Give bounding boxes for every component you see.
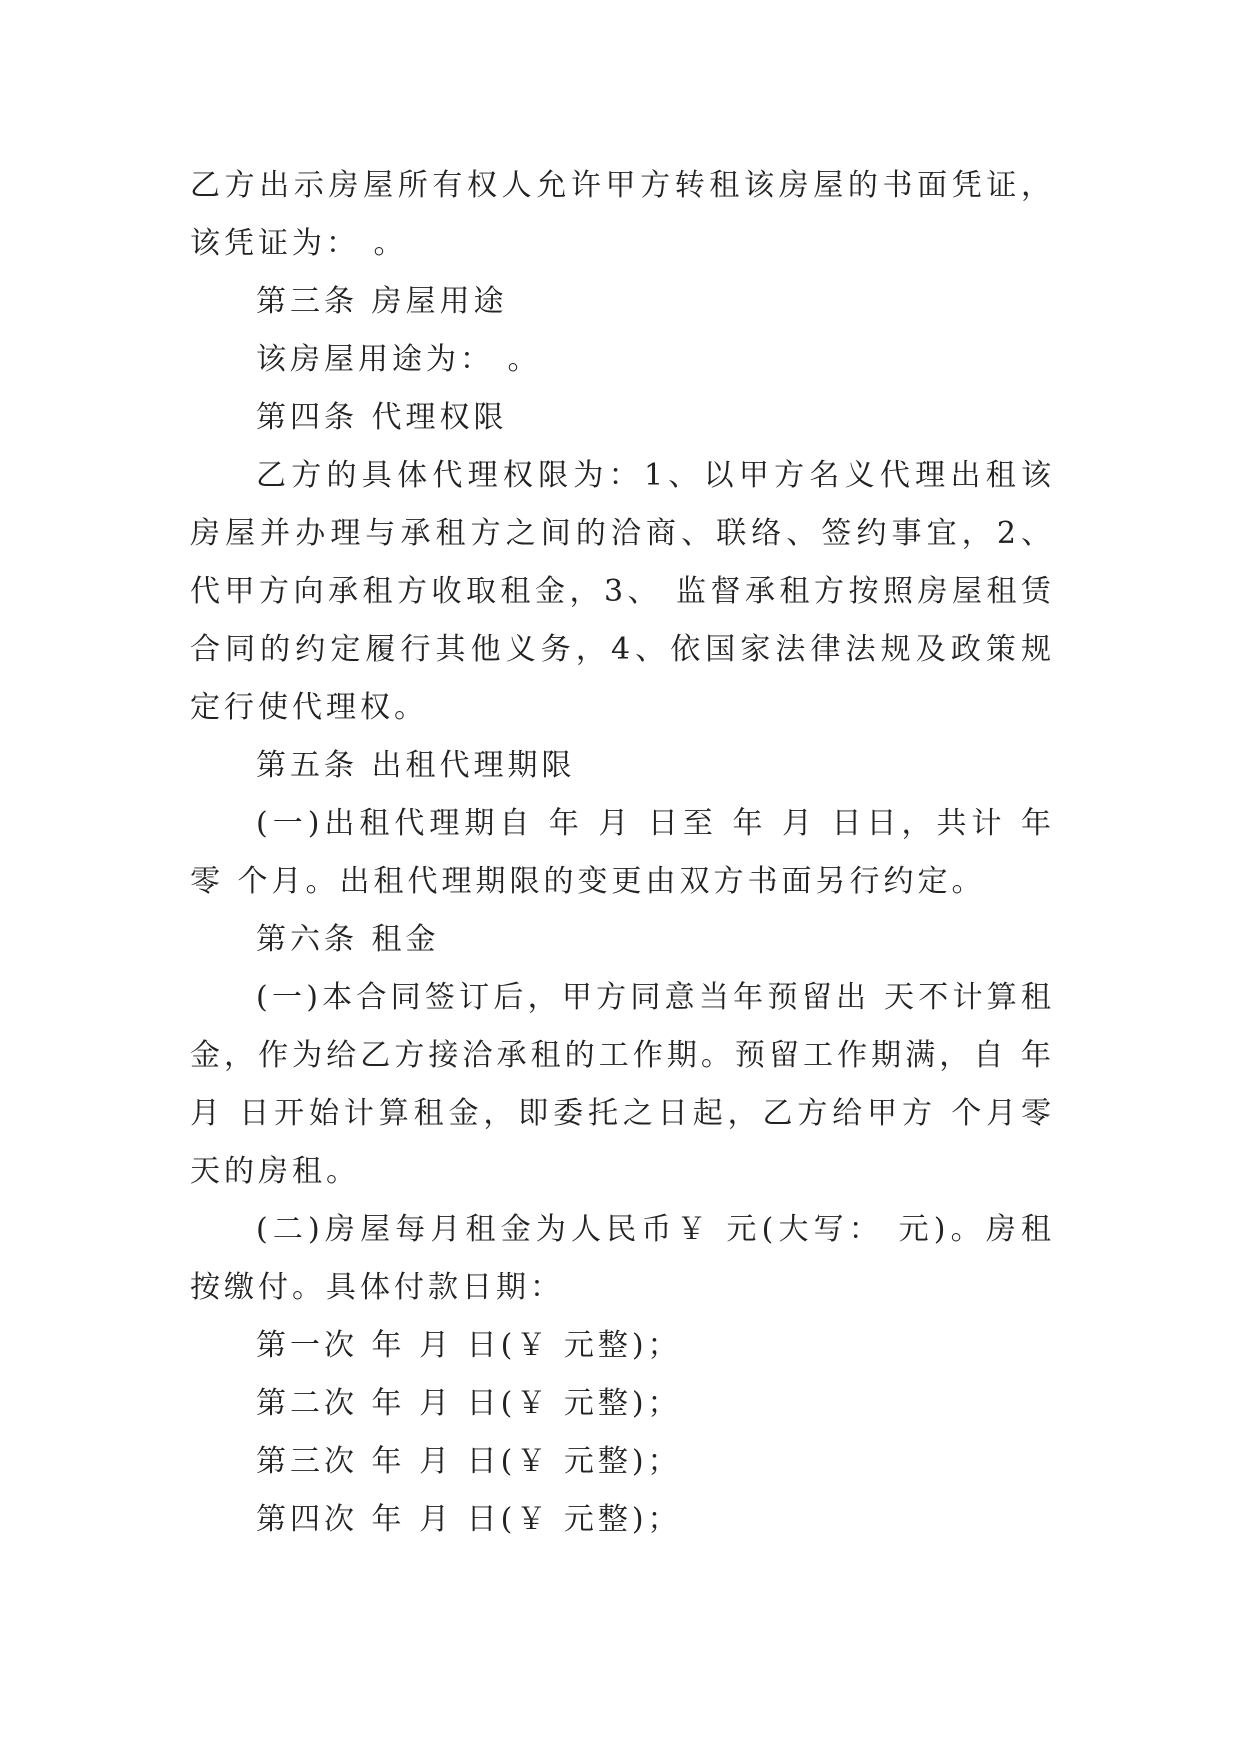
article-6-item-2: (二)房屋每月租金为人民币￥ 元(大写： 元)。房租按缴付。具体付款日期：	[190, 1212, 1055, 1305]
payment-line-1: 第一次 年 月 日(￥ 元整)；	[256, 1328, 682, 1363]
article-6-item-1: (一)本合同签订后，甲方同意当年预留出 天不计算租金，作为给乙方接洽承租的工作期。预留工作期满，自 年 月 日开始计算租金，即委托之日起，乙方给甲方 个月零天的房租。	[190, 980, 1055, 1189]
payment-line-3: 第三次 年 月 日(￥ 元整)；	[256, 1444, 682, 1479]
article-5-heading: 第五条 出租代理期限	[256, 748, 576, 783]
document-body	[190, 157, 1055, 1549]
article-5-item-1: (一)出租代理期自 年 月 日至 年 月 日日，共计 年零 个月。出租代理期限的变更由双方书面另行约定。	[190, 806, 1055, 899]
payment-line-4: 第四次 年 月 日(￥ 元整)；	[256, 1502, 682, 1537]
paragraph-certificate: 乙方出示房屋所有权人允许甲方转租该房屋的书面凭证，该凭证为： 。	[190, 168, 1055, 261]
article-6-heading: 第六条 租金	[256, 922, 440, 957]
article-3-heading: 第三条 房屋用途	[256, 284, 508, 319]
payment-line-2: 第二次 年 月 日(￥ 元整)；	[256, 1386, 682, 1421]
article-4-body: 乙方的具体代理权限为：1、以甲方名义代理出租该房屋并办理与承租方之间的洽商、联络、签约事宜，2、 代甲方向承租方收取租金，3、 监督承租方按照房屋租赁合同的约定履行其他义务，4、依国家法律法规及政策规定行使代理权。	[190, 458, 1055, 725]
article-3-body: 该房屋用途为： 。	[256, 342, 542, 377]
article-4-heading: 第四条 代理权限	[256, 400, 508, 435]
